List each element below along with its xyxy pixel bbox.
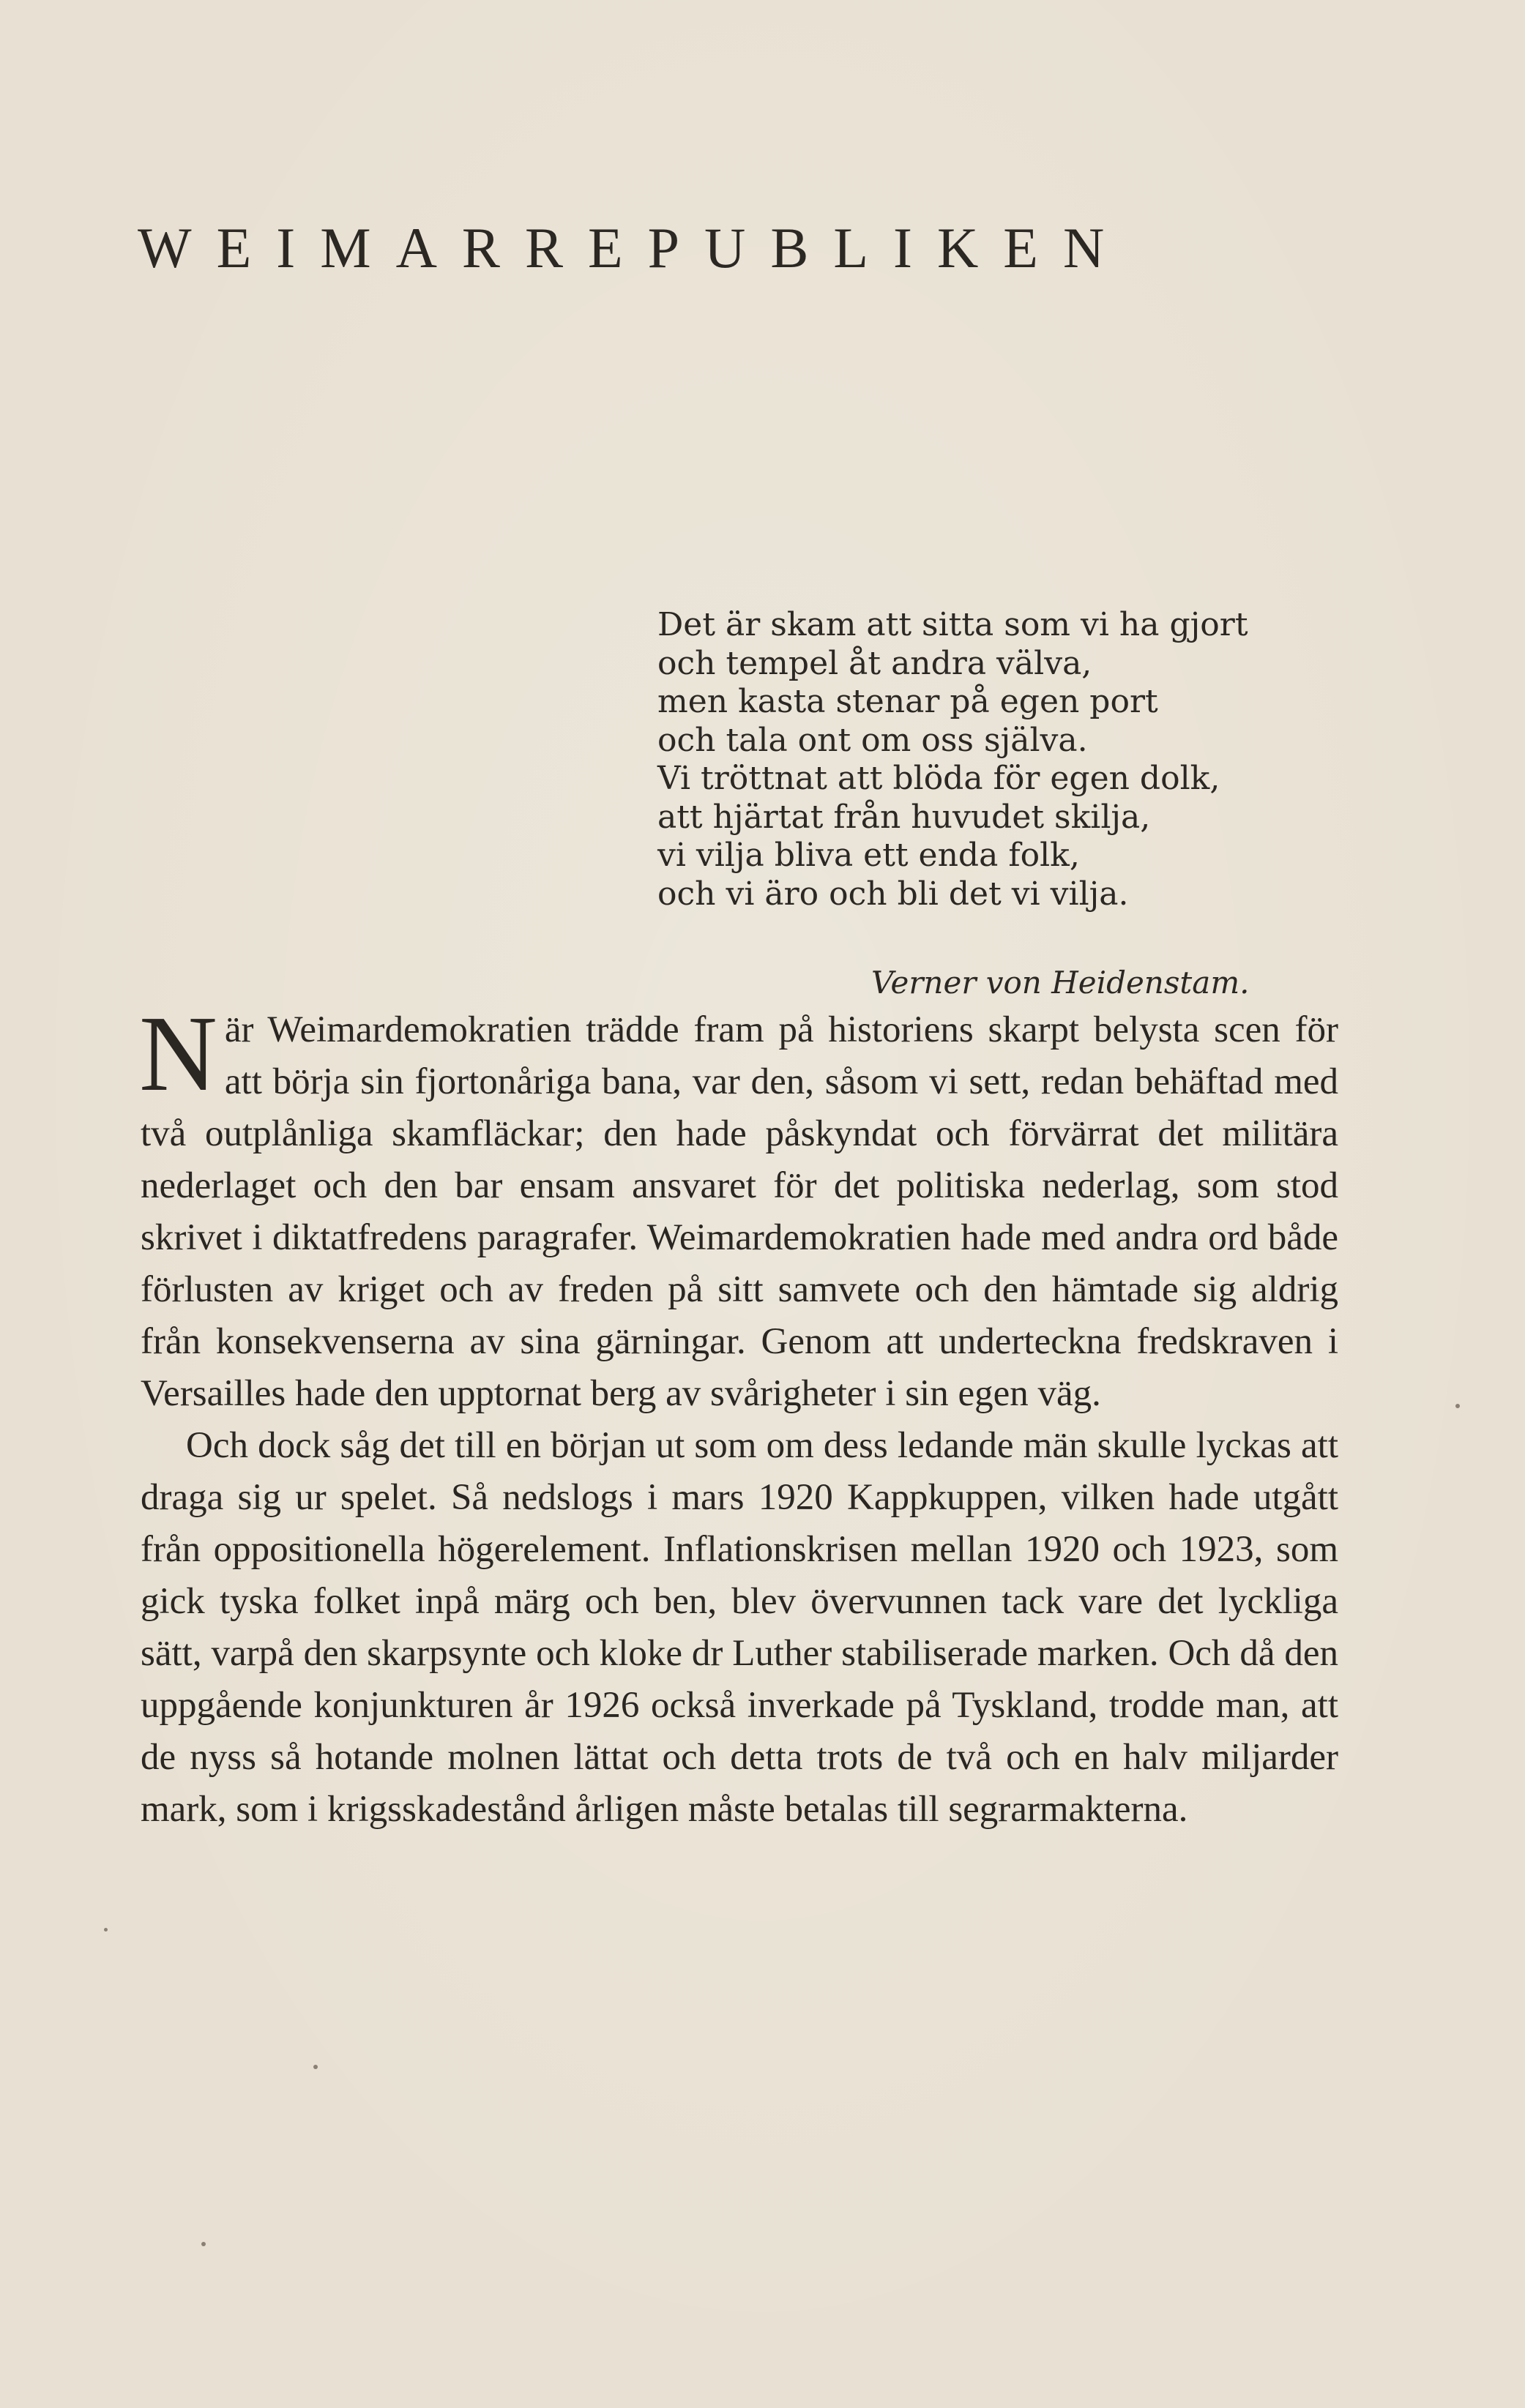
verse-line: Det är skam att sitta som vi ha gjort bbox=[657, 606, 1248, 643]
verse-line: vi vilja bliva ett enda folk, bbox=[657, 837, 1080, 874]
verse-line: att hjärtat från huvudet skilja, bbox=[657, 798, 1151, 836]
paragraph-1-text: är Weimardemokratien trädde fram på historiens skarpt belysta scen för att börja sin fjortonåriga bana, var den, såsom vi sett, redan behäftad med två outplånliga skamfläckar; den hade påskyndat och förvärrat det militära nederlaget och den bar ensam ansvaret för det politiska nederlag, som stod skrivet i diktatfredens paragrafer. Weimardemokratien hade med andra ord både förlusten av kriget och av freden på sitt samvete och den hämtade sig aldrig från konsekvenserna av sina gärningar. Genom att underteckna fredskraven i Versailles hade den upptornat berg av svårigheter i sin egen väg. bbox=[141, 1009, 1338, 1414]
verse-line: men kasta stenar på egen port bbox=[657, 683, 1158, 720]
paper-speck bbox=[104, 1928, 108, 1932]
body-text bbox=[139, 994, 1338, 1836]
drop-cap: N bbox=[139, 994, 217, 1114]
epigraph-attribution: Verner von Heidenstam. bbox=[871, 965, 1250, 1001]
paper-speck bbox=[1455, 1404, 1460, 1408]
paragraph-2-text: Och dock såg det till en början ut som om dess ledande män skulle lyckas att draga sig ur spelet. Så nedslogs i mars 1920 Kappkuppen, vilken hade utgått från oppositionella högerelement. Inflationskrisen mellan 1920 och 1923, som gick tyska folket inpå märg och ben, blev övervunnen tack vare det lyckliga sätt, varpå den skarpsynte och kloke dr Luther stabiliserade marken. Och då den uppgående konjunkturen år 1926 också inverkade på Tyskland, trodde man, att de nyss så hotande molnen lättat och detta trots de två och en halv miljarder mark, som i krigsskadestånd årligen måste betalas till segrarmakterna. bbox=[141, 1425, 1338, 1830]
chapter-title: WEIMARREPUBLIKEN bbox=[138, 216, 1130, 280]
paper-speck bbox=[201, 2242, 206, 2246]
verse-line: Vi tröttnat att blöda för egen dolk, bbox=[657, 760, 1220, 797]
paper-speck bbox=[313, 2065, 318, 2069]
verse-line: och tempel åt andra välva, bbox=[657, 644, 1092, 682]
paragraph-1 bbox=[139, 994, 1338, 1420]
paragraph-2 bbox=[141, 1420, 1338, 1836]
epigraph-verse bbox=[657, 606, 1316, 913]
verse-line: och vi äro och bli det vi vilja. bbox=[657, 875, 1129, 913]
verse-line: och tala ont om oss själva. bbox=[657, 721, 1088, 759]
